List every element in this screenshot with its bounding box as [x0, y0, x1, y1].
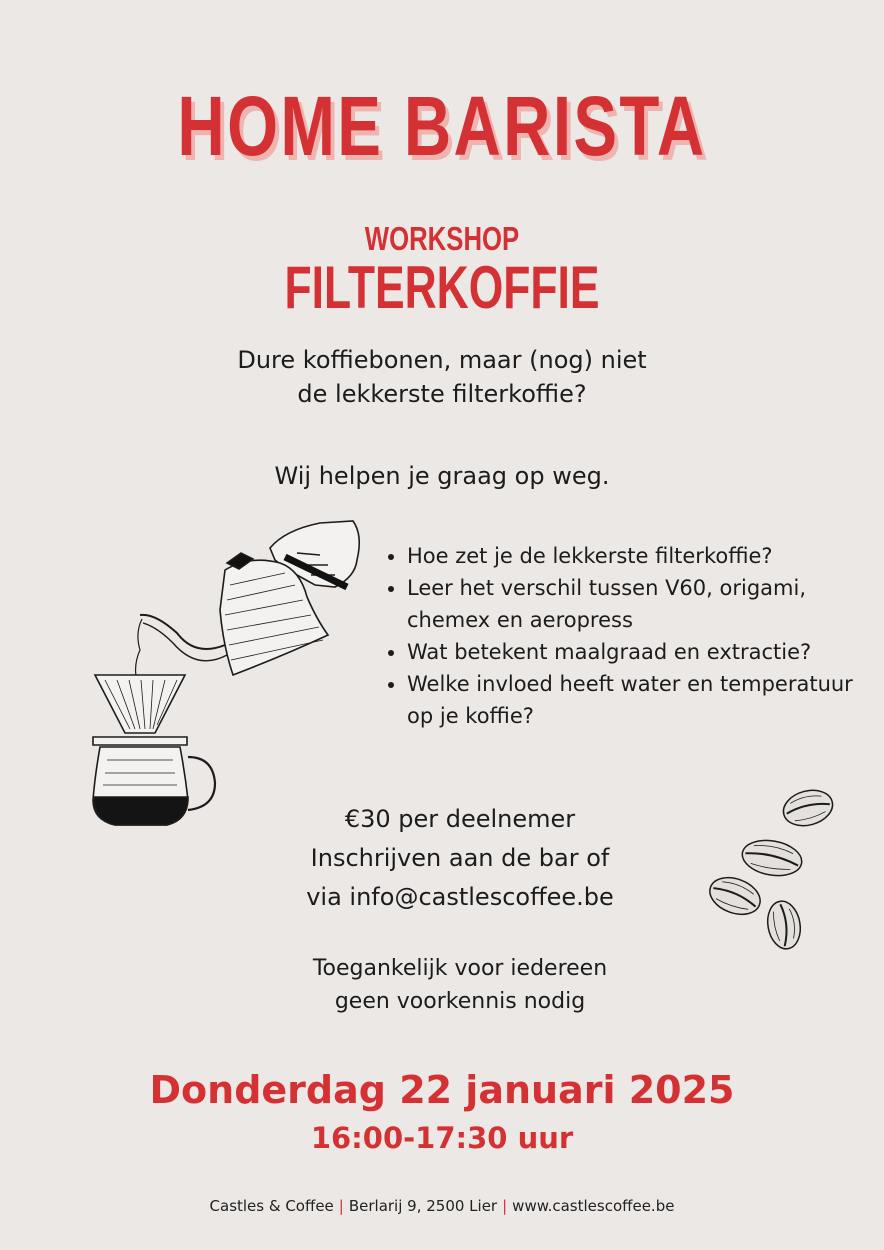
event-time: 16:00-17:30 uur — [310, 1121, 574, 1155]
intro-line-1: Dure koffiebonen, maar (nog) niet — [237, 346, 647, 374]
access-line-2: geen voorkennis nodig — [334, 989, 586, 1014]
workshop-label: WORKSHOP — [364, 220, 520, 257]
price-and-registration — [250, 800, 670, 917]
price-text: €30 per deelnemer — [344, 805, 576, 833]
list-item: • Hoe zet je de lekkerste filterkoffie? — [407, 540, 877, 572]
footer — [0, 1197, 884, 1215]
list-item: • Welke invloed heeft water en temperatuur op je koffie? — [407, 668, 877, 732]
footer-separator: | — [502, 1197, 508, 1215]
workshop-topics-list — [378, 540, 877, 732]
footer-website-link[interactable]: www.castlescoffee.be — [512, 1197, 675, 1215]
access-line-1: Toegankelijk voor iedereen — [312, 956, 608, 981]
intro-tagline: Wij helpen je graag op weg. — [274, 462, 610, 490]
footer-address: Berlarij 9, 2500 Lier — [348, 1197, 498, 1215]
registration-line-1: Inschrijven aan de bar of — [310, 844, 610, 872]
intro-line-2: de lekkerste filterkoffie? — [297, 380, 587, 408]
page-title: HOME BARISTA — [177, 79, 707, 173]
footer-business-name: Castles & Coffee — [209, 1197, 334, 1215]
footer-separator: | — [338, 1197, 344, 1215]
intro-question — [0, 343, 884, 411]
list-item: • Wat betekent maalgraad en extractie? — [407, 636, 877, 668]
registration-line-2[interactable]: via info@castlescoffee.be — [306, 883, 614, 911]
coffee-beans-illustration — [700, 780, 850, 960]
kettle-pour-over-illustration — [85, 515, 370, 835]
event-date: Donderdag 22 januari 2025 — [149, 1068, 735, 1112]
workshop-topic: FILTERKOFFIE — [284, 254, 600, 321]
list-item: • Leer het verschil tussen V60, origami, chemex en aeropress — [407, 572, 877, 636]
accessibility-note — [250, 952, 670, 1018]
